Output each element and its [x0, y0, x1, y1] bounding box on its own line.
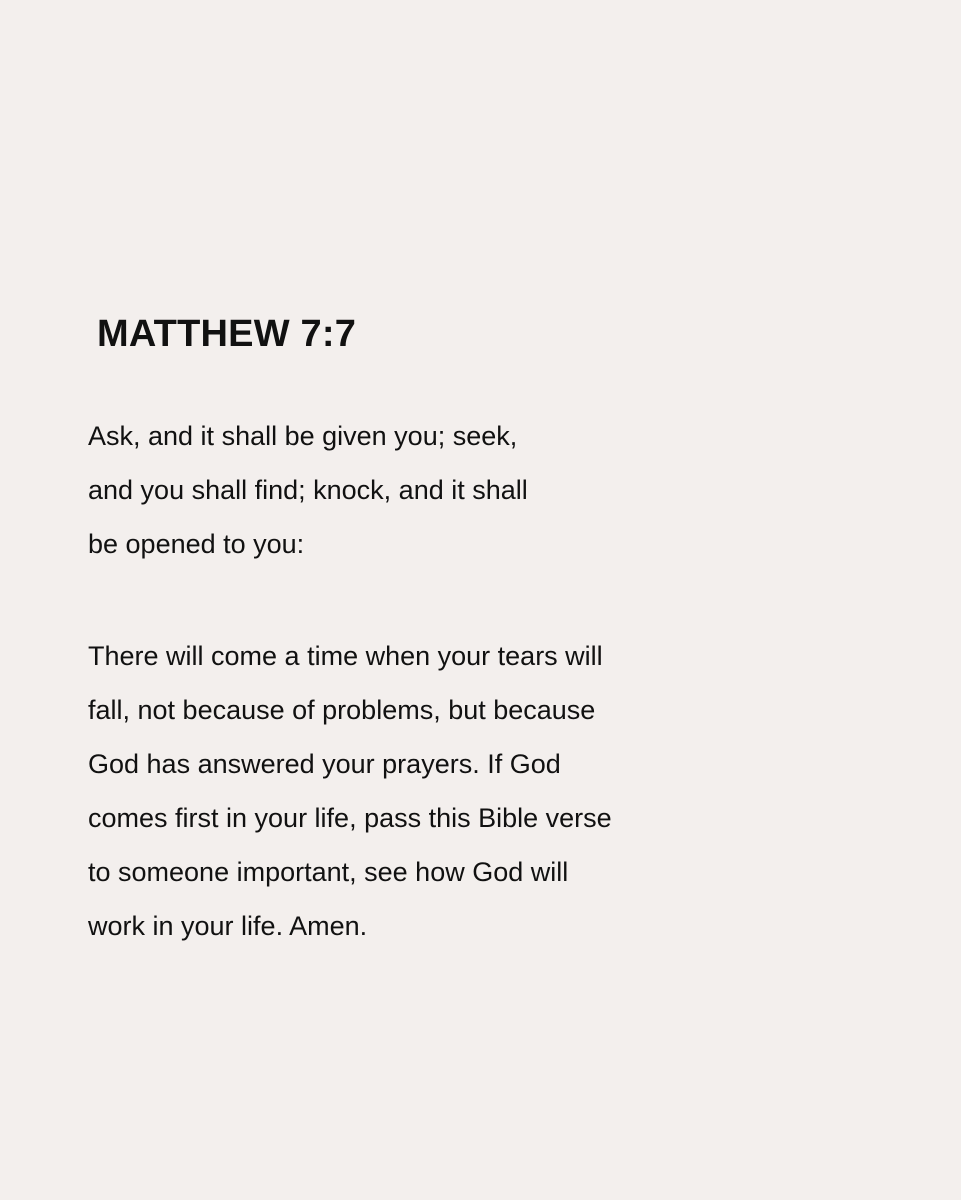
message-line: to someone important, see how God will	[88, 857, 569, 887]
scripture-line: Ask, and it shall be given you; seek,	[88, 421, 518, 451]
message-line: fall, not because of problems, but because	[88, 695, 596, 725]
message-line: There will come a time when your tears will	[88, 641, 603, 671]
message-line: work in your life. Amen.	[88, 911, 368, 941]
scripture-line: be opened to you:	[88, 529, 305, 559]
message-line: God has answered your prayers. If God	[88, 749, 561, 779]
scripture-line: and you shall find; knock, and it shall	[88, 475, 528, 505]
message-line: comes first in your life, pass this Bible verse	[88, 803, 612, 833]
scripture-paragraph	[88, 409, 528, 571]
verse-reference-title: MATTHEW 7:7	[97, 313, 357, 355]
message-paragraph	[88, 629, 612, 953]
